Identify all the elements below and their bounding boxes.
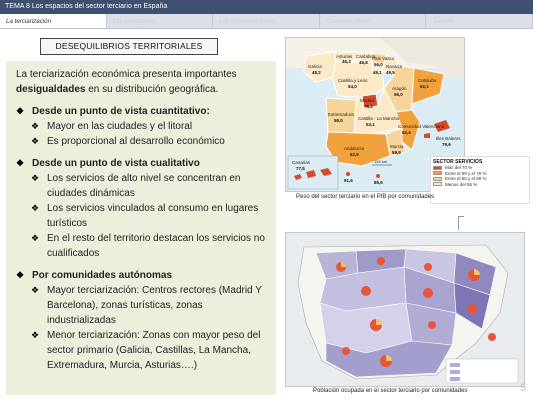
- legend-item: Entre el 55 y el 59 %: [433, 176, 527, 182]
- group-cualitativo: [16, 156, 270, 261]
- group-heading: Desde un punto de vista cuantitativo:: [32, 106, 210, 117]
- region-value: 56,0: [374, 62, 383, 67]
- diamond-bullet-icon: ❖: [16, 158, 25, 168]
- tab-terciarizacion[interactable]: La terciarización: [0, 14, 107, 28]
- region-value: 62,1: [420, 84, 429, 89]
- region-value: 53,1: [366, 122, 375, 127]
- diamond-bullet-icon: ❖: [31, 173, 40, 183]
- map-poblacion-ocupada: [285, 232, 525, 387]
- map1-caption: Peso del sector terciario en el PIB por comunidades: [296, 194, 435, 200]
- tab-bar: [0, 14, 533, 29]
- region-label: Madrid: [360, 98, 374, 103]
- region-value: 56,0: [394, 92, 403, 97]
- scale-label: 155 km: [374, 159, 388, 164]
- region-label: Comunidad Valenciana: [398, 124, 445, 129]
- region-label: Cataluña: [418, 78, 437, 83]
- region-value: 49,1: [373, 70, 382, 75]
- diamond-bullet-icon: ❖: [31, 121, 40, 131]
- section-title: DESEQUILIBRIOS TERRITORIALES: [40, 38, 218, 55]
- region-label: Asturias: [336, 54, 353, 59]
- region-value: 85,6: [374, 180, 383, 185]
- legend-swatch: [433, 171, 442, 175]
- map-legend: [430, 156, 530, 204]
- list-item: Mayor terciarización: Centros rectores (Madrid Y Barcelona), zonas turísticas, zonas industrializadas: [47, 285, 262, 326]
- region-label: Murcia: [390, 144, 404, 149]
- group-heading: Desde un punto de vista cualitativo: [32, 158, 200, 169]
- region-value: 49,8: [359, 60, 368, 65]
- region-label: Canarias: [292, 160, 311, 165]
- group-comunidades: [16, 268, 270, 373]
- region-label: Navarra: [386, 64, 403, 69]
- intro-text-end: en su distribución geográfica.: [85, 84, 219, 95]
- text-panel: [6, 61, 276, 395]
- diamond-bullet-icon: ❖: [31, 330, 40, 340]
- region-label: Castilla y León: [338, 78, 368, 83]
- group-cuantitativo: [16, 104, 270, 149]
- legend-swatch: [433, 182, 442, 186]
- legend-item: Entre el 59 y el 70 %: [433, 171, 527, 177]
- list-item: Mayor en las ciudades y el litoral: [47, 121, 193, 132]
- diamond-bullet-icon: ❖: [31, 233, 40, 243]
- region-label: Aragón: [392, 86, 407, 91]
- diamond-bullet-icon: ❖: [31, 136, 40, 146]
- group-heading: Por comunidades autónomas: [32, 270, 173, 281]
- slide-title: TEMA 8 Los espacios del sector terciario en España: [5, 3, 168, 10]
- region-label: Andalucía: [344, 146, 365, 151]
- region-value: 46,3: [342, 59, 351, 64]
- region-label: Castilla - La Mancha: [358, 116, 400, 121]
- region-value: 75,3: [364, 104, 373, 109]
- region-value: 59,0: [334, 118, 343, 123]
- region-value: 77,5: [296, 166, 305, 171]
- region-label: País Vasco: [372, 56, 395, 61]
- slide-content: [0, 30, 533, 400]
- intro-paragraph: [16, 67, 270, 97]
- list-item: Los servicios vinculados al consumo en lugares turísticos: [47, 203, 259, 229]
- list-item: Menor terciarización: Zonas con mayor peso del sector primario (Galicia, Castillas, La Mancha, Extremadura, Murcia, Asturias….): [47, 330, 261, 371]
- legend-swatch: [433, 166, 442, 170]
- legend-title: SECTOR SERVICIOS: [433, 159, 483, 165]
- legend-swatch: [433, 177, 442, 181]
- region-label: Galicia: [308, 64, 322, 69]
- tab-transportes[interactable]: Los transportes: [107, 14, 214, 28]
- region-value: 59,9: [392, 150, 401, 155]
- tab-comercio-interior[interactable]: Comercio interior: [320, 14, 427, 28]
- intro-bold: desigualdades: [16, 84, 86, 95]
- region-label: Cantabria: [356, 54, 376, 59]
- tab-comunicaciones[interactable]: Las comunicaciones: [213, 14, 320, 28]
- region-label: Illes Balears: [436, 136, 461, 141]
- region-value: 79,6: [442, 142, 451, 147]
- region-value: 54,0: [348, 84, 357, 89]
- intro-text: La terciarización económica presenta importantes: [16, 69, 237, 80]
- list-item: En el resto del territorio destacan los servicios no cualificados: [47, 233, 265, 259]
- region-value: 62,5: [350, 152, 359, 157]
- diamond-bullet-icon: ❖: [31, 285, 40, 295]
- diamond-bullet-icon: ❖: [16, 270, 25, 280]
- region-value: 91,6: [344, 178, 353, 183]
- legend-item: Menos del 55 %: [433, 182, 527, 188]
- region-value: 48,2: [312, 70, 321, 75]
- legend-item: Más del 70 %: [433, 165, 527, 171]
- map2-caption: Población ocupada en el sector terciario por comunidades: [313, 388, 468, 394]
- title-bar: [0, 0, 533, 14]
- list-item: Los servicios de alto nivel se concentran en ciudades dinámicas: [47, 173, 241, 199]
- map-spain-employment: [286, 233, 525, 387]
- region-label: Extremadura: [328, 112, 354, 117]
- diamond-bullet-icon: ❖: [31, 203, 40, 213]
- region-value: 49,5: [386, 70, 395, 75]
- caption-bracket: [458, 216, 464, 230]
- region-value: 62,4: [402, 130, 411, 135]
- diamond-bullet-icon: ❖: [16, 106, 25, 116]
- list-item: Es proporcional al desarrollo económico: [47, 136, 225, 147]
- page-number: 5: [520, 382, 527, 394]
- tab-turismo[interactable]: Turismo: [426, 14, 533, 28]
